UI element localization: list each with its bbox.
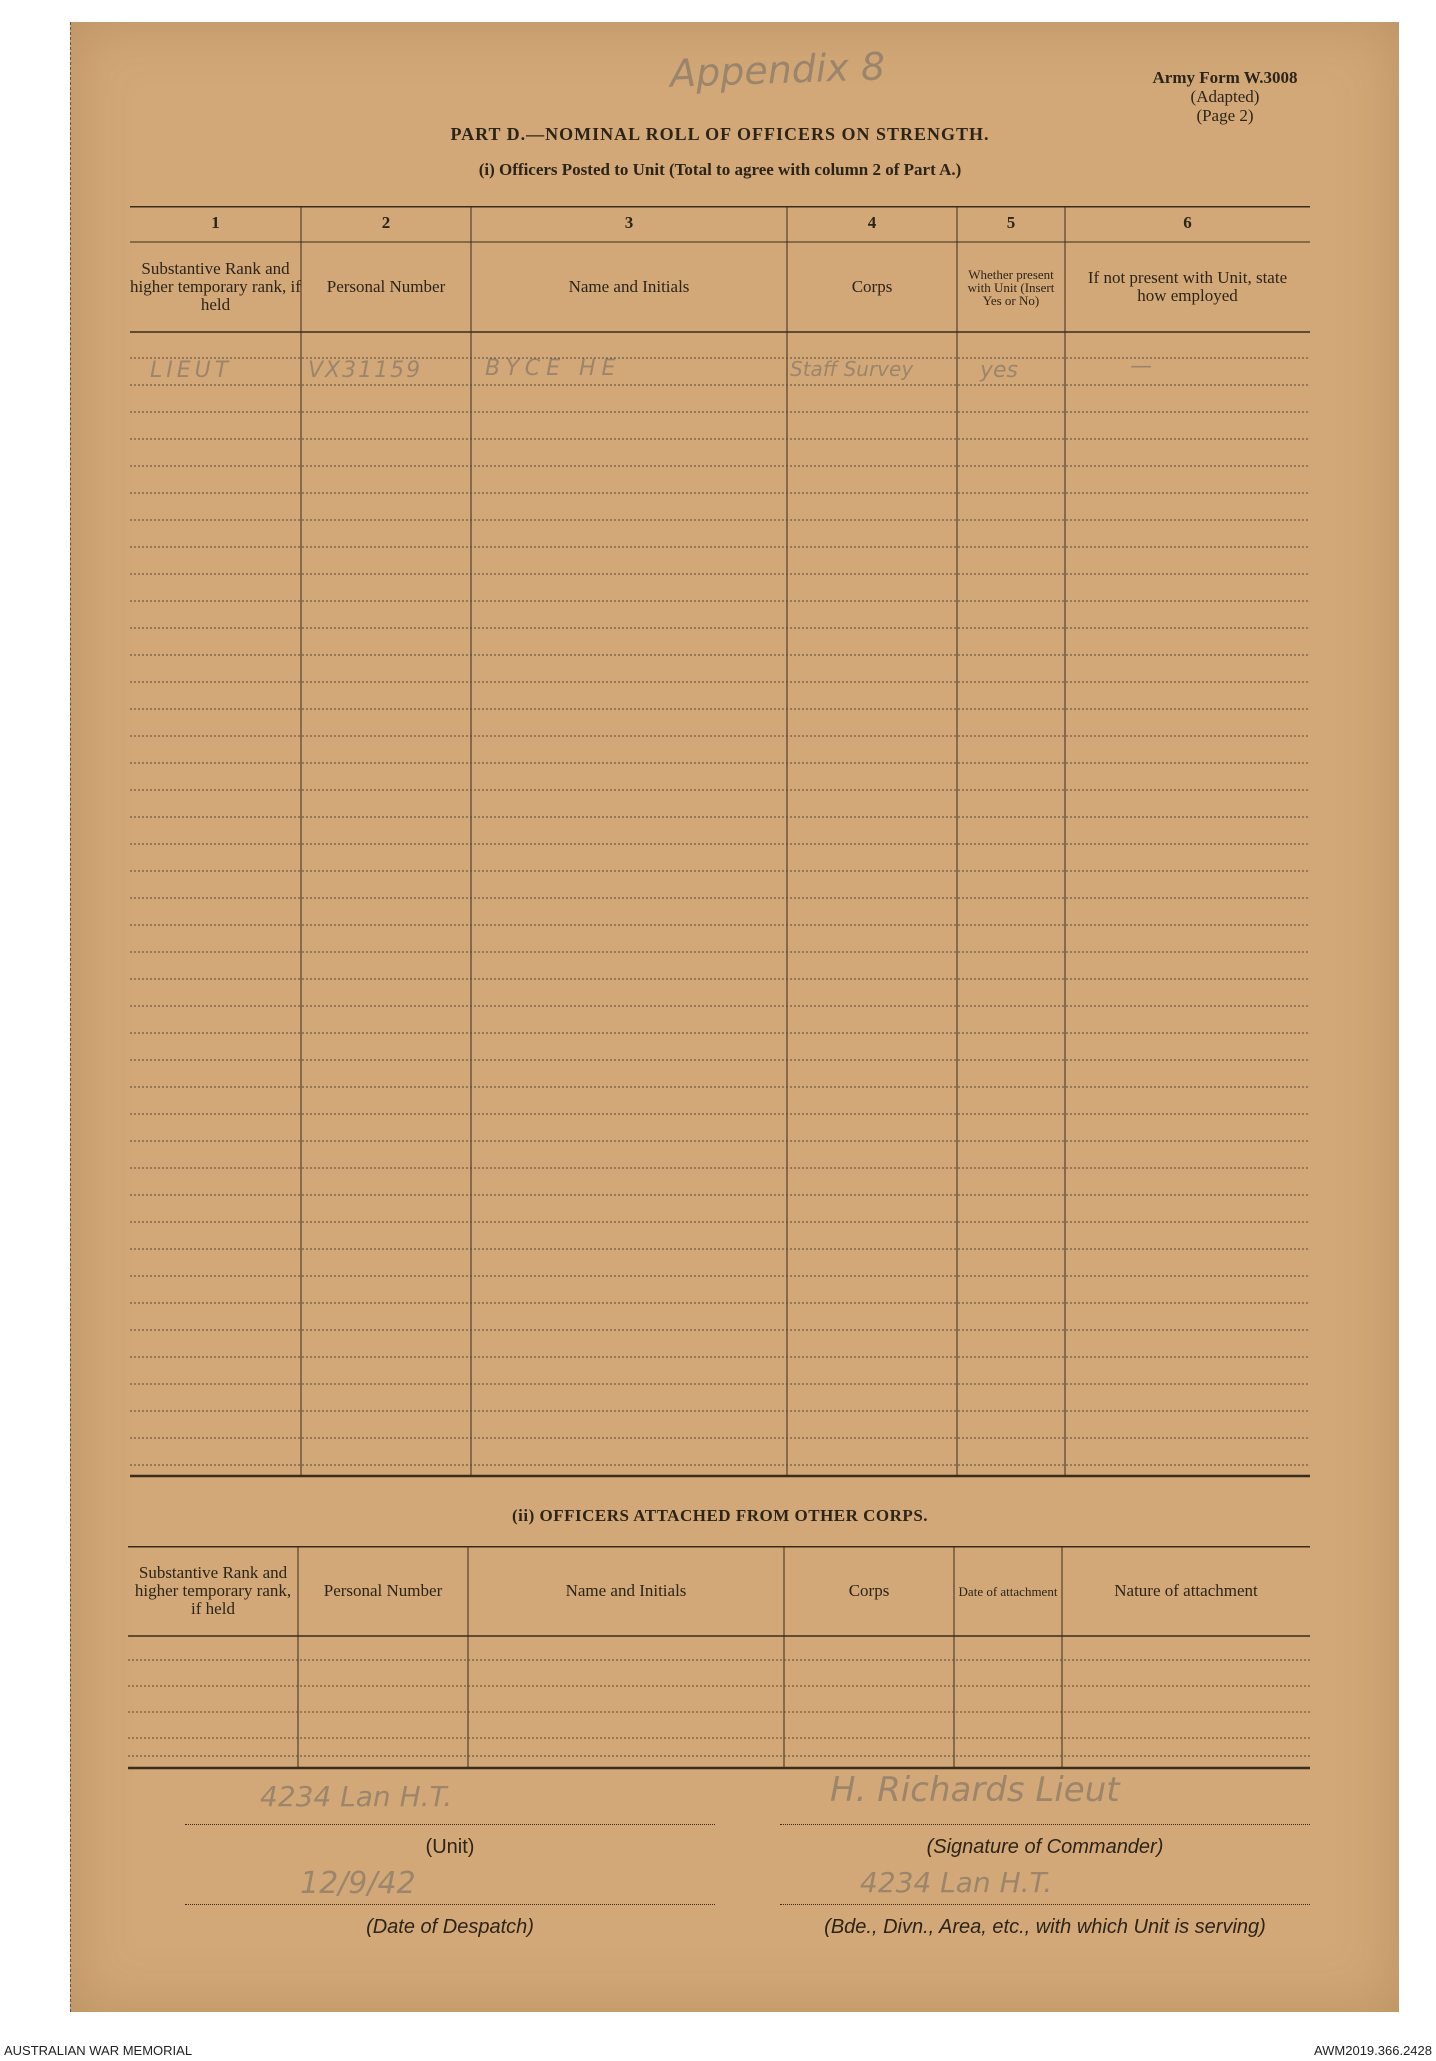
formation-line xyxy=(780,1904,1310,1905)
table1-grid xyxy=(130,206,1310,1478)
header-rank: Substantive Rank and higher temporary rank, if held xyxy=(130,259,301,314)
handwritten-appendix-note: Appendix 8 xyxy=(669,44,886,96)
col3-number: 3 xyxy=(624,213,634,232)
t2-header-nature: Nature of attachment xyxy=(1114,1581,1258,1600)
signature-line xyxy=(780,1824,1310,1825)
footer-accession: AWM2019.366.2428 xyxy=(1313,2043,1432,2058)
header-name: Name and Initials xyxy=(568,277,690,296)
form-id-block xyxy=(1125,68,1325,125)
formation-label: (Bde., Divn., Area, etc., with which Unit is serving) xyxy=(824,1916,1266,1938)
row1-name: BYCE HE xyxy=(485,356,622,381)
form-id: Army Form W.3008 xyxy=(1152,68,1298,87)
form-adapted: (Adapted) xyxy=(1190,87,1260,106)
date-line xyxy=(185,1904,715,1905)
t2-header-corps: Corps xyxy=(848,1581,890,1600)
row1-rank: LIEUT xyxy=(150,358,233,383)
part-title: PART D.—NOMINAL ROLL OF OFFICERS ON STRENGTH. xyxy=(450,124,990,144)
col4-number: 4 xyxy=(867,213,877,232)
footer-institution: AUSTRALIAN WAR MEMORIAL xyxy=(4,2043,193,2058)
handwritten-date: 12/9/42 xyxy=(300,1866,416,1901)
col6-number: 6 xyxy=(1183,213,1192,232)
row1-employment: — xyxy=(1130,354,1152,379)
officers-attached-table xyxy=(128,1546,1310,1772)
row1-corps: Staff Survey xyxy=(790,357,914,381)
handwritten-signature: H. Richards Lieut xyxy=(830,1770,1120,1810)
t2-header-date: Date of attachment xyxy=(958,1583,1058,1599)
row1-personal-number: VX31159 xyxy=(308,358,423,383)
section1-title: (i) Officers Posted to Unit (Total to agree with column 2 of Part A.) xyxy=(478,160,962,179)
row1-present: yes xyxy=(980,358,1019,383)
unit-label: (Unit) xyxy=(425,1836,475,1858)
unit-line xyxy=(185,1824,715,1825)
date-label: (Date of Despatch) xyxy=(366,1916,534,1938)
col2-number: 2 xyxy=(381,213,391,232)
header-personal-number: Personal Number xyxy=(326,277,446,296)
officers-posted-table xyxy=(130,206,1310,1478)
t2-header-rank: Substantive Rank and higher temporary rank, if held xyxy=(134,1563,292,1618)
section2-title: (ii) OFFICERS ATTACHED FROM OTHER CORPS. xyxy=(511,1506,929,1525)
col1-number: 1 xyxy=(211,213,220,232)
header-present: Whether present with Unit (Insert Yes or No) xyxy=(967,266,1055,308)
t2-header-name: Name and Initials xyxy=(565,1581,687,1600)
header-employment: If not present with Unit, state how employed xyxy=(1087,268,1288,305)
handwritten-serving-with: 4234 Lan H.T. xyxy=(860,1866,1053,1899)
signature-label: (Signature of Commander) xyxy=(926,1836,1164,1858)
form-page: (Page 2) xyxy=(1196,106,1254,125)
col5-number: 5 xyxy=(1006,213,1016,232)
handwritten-unit: 4234 Lan H.T. xyxy=(260,1780,453,1813)
t2-header-personal-number: Personal Number xyxy=(323,1581,443,1600)
header-corps: Corps xyxy=(851,277,893,296)
